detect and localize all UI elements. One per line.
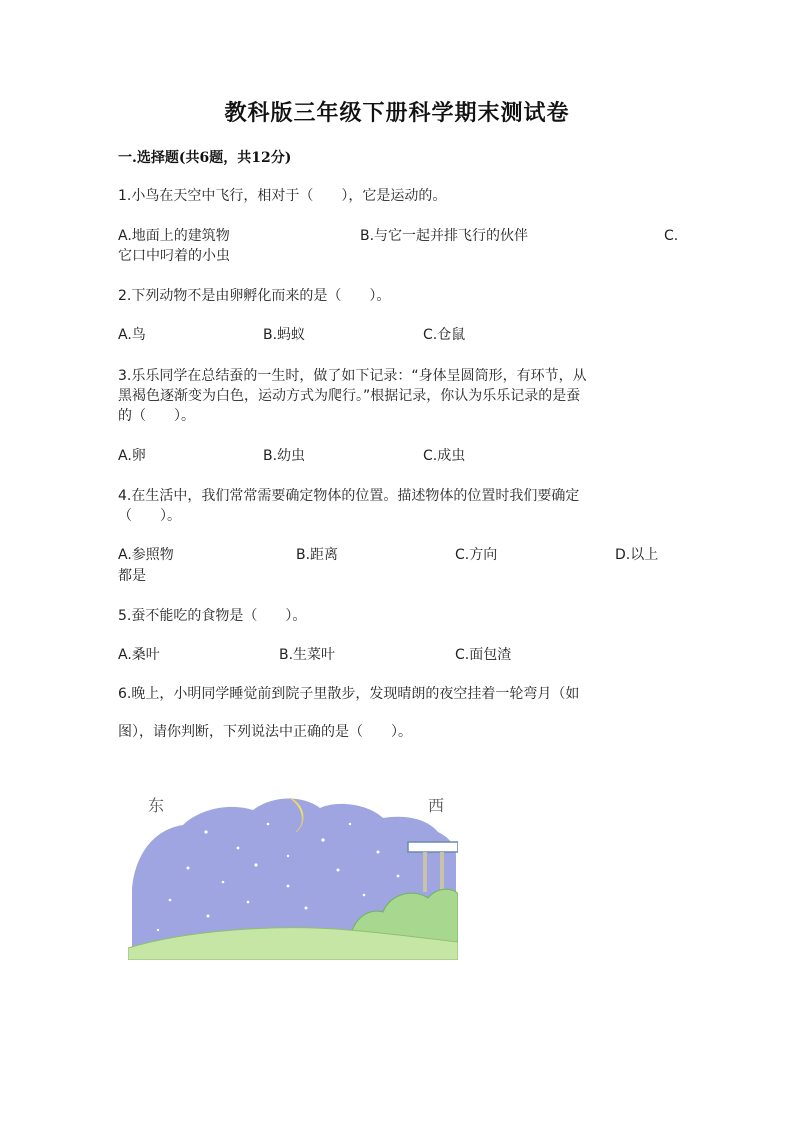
question-1-option-c-text: 它口中叼着的小虫 bbox=[118, 248, 230, 264]
question-4-option-b: B.距离 bbox=[296, 547, 339, 563]
question-1-option-b: B.与它一起并排飞行的伙伴 bbox=[360, 228, 529, 244]
west-label: 西 bbox=[428, 796, 445, 815]
question-3-option-a: A.卵 bbox=[118, 448, 146, 464]
section-heading: 一.选择题(共6题，共12分) bbox=[118, 150, 292, 166]
question-4-option-a: A.参照物 bbox=[118, 547, 174, 563]
question-6-stem-line-1: 6.晚上，小明同学睡觉前到院子里散步，发现晴朗的夜空挂着一轮弯月（如 bbox=[118, 686, 580, 702]
question-3-stem-line-2: 黑褐色逐渐变为白色，运动方式为爬行。”根据记录，你认为乐乐记录的是蚕 bbox=[118, 388, 581, 404]
page-title: 教科版三年级下册科学期末测试卷 bbox=[224, 100, 570, 126]
question-6-stem-line-2: 图），请你判断，下列说法中正确的是（ ）。 bbox=[118, 724, 412, 740]
question-3-option-b: B.幼虫 bbox=[263, 448, 306, 464]
question-2-option-a: A.鸟 bbox=[118, 327, 146, 343]
question-4-option-d-text: 都是 bbox=[118, 568, 146, 584]
house-roof bbox=[408, 842, 458, 852]
house-post bbox=[440, 852, 444, 892]
question-5-option-c: C.面包渣 bbox=[455, 647, 512, 663]
house-post bbox=[423, 852, 427, 892]
question-1-option-c: C. bbox=[664, 228, 679, 244]
east-label: 东 bbox=[148, 796, 165, 815]
question-1-stem: 1.小鸟在天空中飞行，相对于（ ），它是运动的。 bbox=[118, 188, 447, 204]
question-3-option-c: C.成虫 bbox=[423, 448, 466, 464]
night-sky-illustration bbox=[128, 790, 458, 960]
question-2-option-b: B.蚂蚁 bbox=[263, 327, 306, 343]
question-5-stem: 5.蚕不能吃的食物是（ ）。 bbox=[118, 608, 307, 624]
question-4-stem-line-2: （ ）。 bbox=[118, 508, 181, 524]
question-5-option-a: A.桑叶 bbox=[118, 647, 160, 663]
question-3-stem-line-3: 的（ ）。 bbox=[118, 408, 195, 424]
question-4-option-c: C.方向 bbox=[455, 547, 498, 563]
question-4-option-d: D.以上 bbox=[615, 547, 659, 563]
question-3-stem-line-1: 3.乐乐同学在总结蚕的一生时，做了如下记录：“身体呈圆筒形，有环节，从 bbox=[118, 368, 587, 384]
question-2-stem: 2.下列动物不是由卵孵化而来的是（ ）。 bbox=[118, 288, 391, 304]
question-1-option-a: A.地面上的建筑物 bbox=[118, 228, 230, 244]
question-5-option-b: B.生菜叶 bbox=[279, 647, 336, 663]
question-2-option-c: C.仓鼠 bbox=[423, 327, 466, 343]
question-4-stem-line-1: 4.在生活中，我们常常需要确定物体的位置。描述物体的位置时我们要确定 bbox=[118, 488, 580, 504]
